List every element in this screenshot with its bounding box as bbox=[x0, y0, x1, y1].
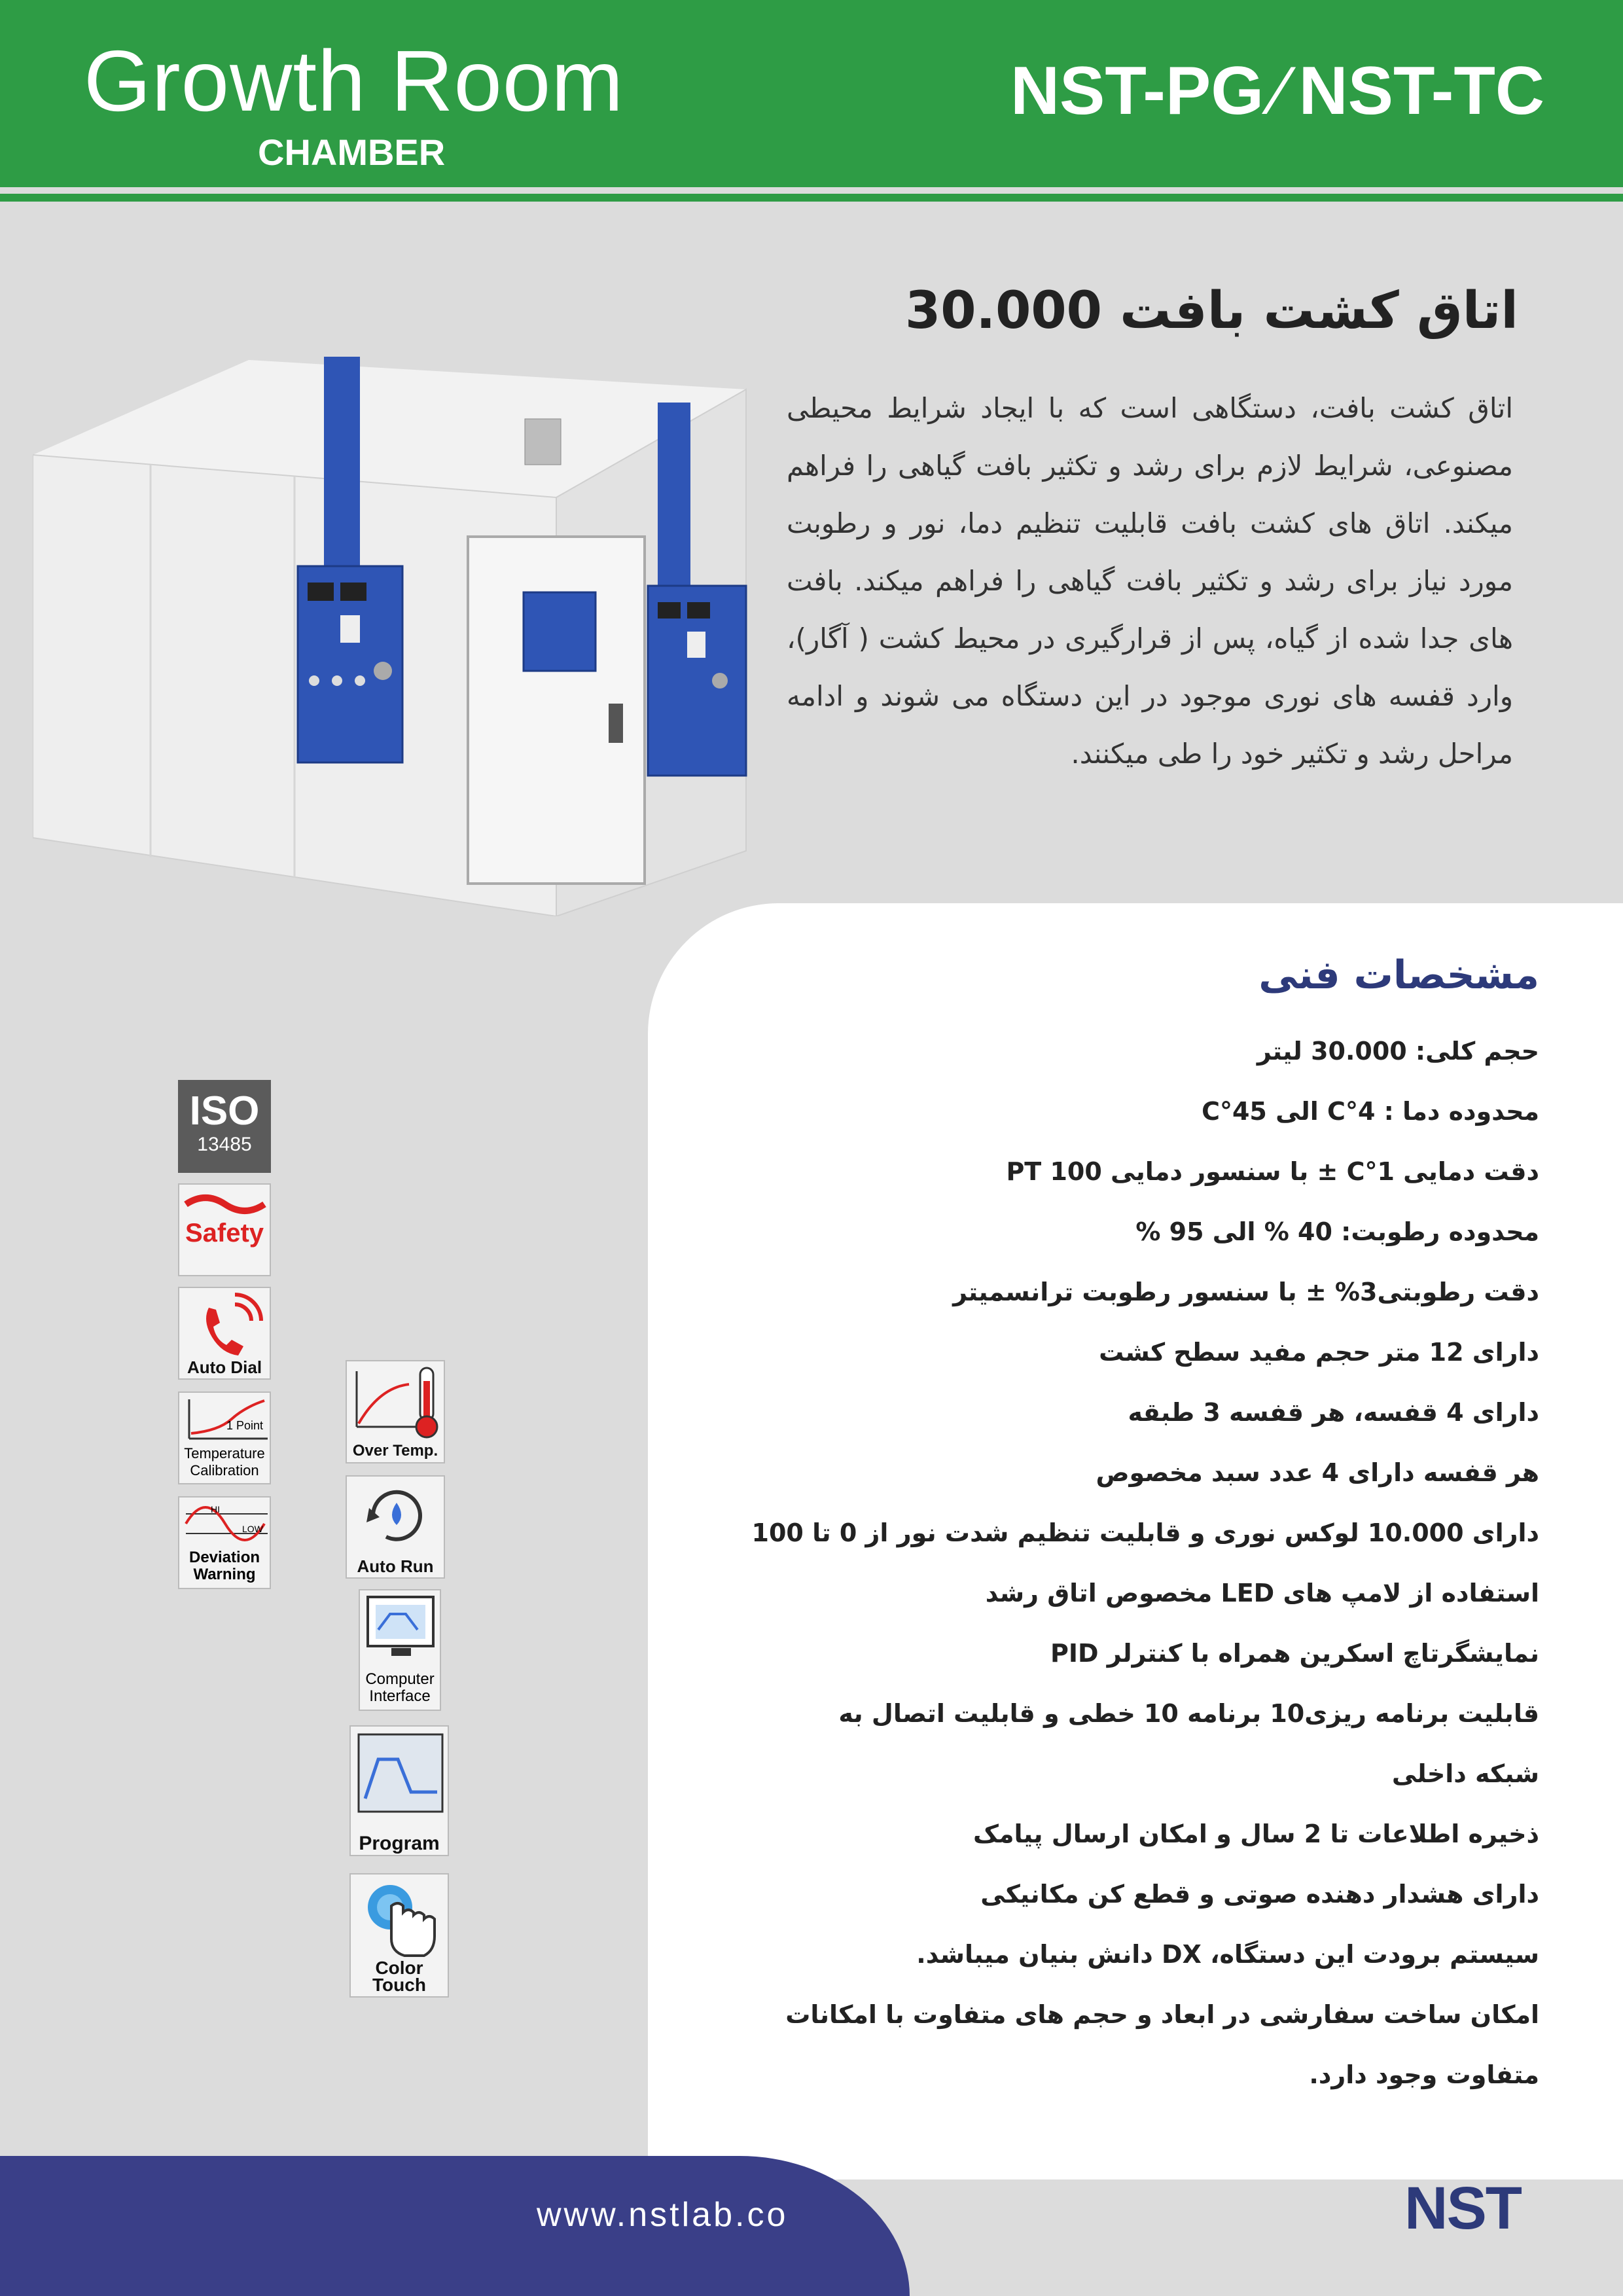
spec-item: هر قفسه دارای 4 عدد سبد مخصوص bbox=[1096, 1458, 1539, 1487]
spec-item: حجم کلی: 30.000 لیتر bbox=[1257, 1037, 1539, 1066]
growth-room-image bbox=[33, 340, 785, 916]
over-temp-label: Over Temp. bbox=[352, 1442, 438, 1460]
computer-label-1: Computer bbox=[365, 1670, 435, 1688]
deviation-label-2: Warning bbox=[193, 1566, 256, 1583]
iso-badge bbox=[178, 1080, 271, 1173]
model-separator: ⁄ bbox=[1275, 53, 1287, 129]
program-chart-icon bbox=[351, 1727, 450, 1825]
spec-title: مشخصات فنی bbox=[1258, 952, 1539, 998]
deviation-label-1: Deviation bbox=[188, 1549, 260, 1566]
phone-icon bbox=[179, 1288, 272, 1360]
vent-icon bbox=[525, 419, 561, 465]
spec-item: استفاده از لامپ های LED مخصوص اتاق رشد bbox=[985, 1579, 1539, 1607]
product-title: Growth Room bbox=[84, 33, 624, 129]
safety-badge bbox=[178, 1183, 271, 1276]
auto-dial-label: Auto Dial bbox=[187, 1357, 262, 1377]
iso-label: ISO bbox=[189, 1088, 260, 1134]
auto-run-icon bbox=[347, 1477, 446, 1555]
color-touch-label: Color Touch bbox=[372, 1958, 426, 1995]
website-link[interactable]: www.nstlab.co bbox=[537, 2196, 789, 2234]
computer-interface-badge bbox=[359, 1589, 441, 1711]
over-temp-badge bbox=[346, 1360, 445, 1463]
auto-run-badge bbox=[346, 1475, 445, 1579]
spec-item: شبکه داخلی bbox=[1391, 1759, 1539, 1788]
spec-item: دقت دمایی 1°C ± با سنسور دمایی PT 100 bbox=[1006, 1157, 1539, 1186]
spec-item: محدوده دما : 4°C الی 45°C bbox=[1202, 1097, 1539, 1126]
model-left: NST-PG bbox=[1010, 53, 1264, 129]
intro-paragraph: اتاق کشت بافت، دستگاهی است که با ایجاد شرایط محیطی مصنوعی، شرایط لازم برای رشد و تکثیر بافت گیاهی را فراهم میکند. اتاق های کشت بافت قابلیت تنظیم دما، نور و رطوبت مورد نیاز برای رشد و تکثیر بافت گیاهی را فراهم میکند. بافت های جدا شده از گیاه، پس از قرارگیری در محیط کشت ( آگار)، وارد قفسه های نوری موجود در این دستگاه می شوند و ادامه مراحل رشد و تکثیر خود را طی میکنند. bbox=[787, 392, 1513, 770]
calibration-point-label: 1 Point bbox=[226, 1419, 263, 1432]
safety-label: Safety bbox=[185, 1219, 264, 1247]
color-touch-badge bbox=[349, 1873, 449, 1998]
program-label: Program bbox=[359, 1833, 440, 1854]
temp-calibration-badge bbox=[178, 1391, 271, 1484]
spec-item: امکان ساخت سفارشی در ابعاد و حجم های متفاوت با امکانات bbox=[785, 2000, 1539, 2029]
spec-item: دارای 10.000 لوکس نوری و قابلیت تنظیم شدت نور از 0 تا 100 bbox=[751, 1518, 1539, 1547]
iso-number: 13485 bbox=[197, 1134, 252, 1155]
spec-item: نمایشگرتاچ اسکرین همراه با کنترلر PID bbox=[1050, 1639, 1539, 1668]
calibration-label-1: Temperature bbox=[184, 1445, 265, 1462]
spec-item: سیستم برودت این دستگاه، DX دانش بنیان میباشد. bbox=[916, 1940, 1539, 1969]
spec-item: دارای 4 قفسه، هر قفسه 3 طبقه bbox=[1128, 1398, 1539, 1427]
spec-item: محدوده رطوبت: 40 % الی 95 % bbox=[1135, 1217, 1539, 1246]
spec-list bbox=[623, 1021, 1539, 2105]
auto-run-label: Auto Run bbox=[357, 1556, 434, 1576]
deviation-warning-badge bbox=[178, 1496, 271, 1589]
spec-item: دارای 12 متر حجم مفید سطح کشت bbox=[1099, 1338, 1539, 1367]
header-divider bbox=[0, 194, 1623, 202]
spec-item: قابلیت برنامه ریزی10 برنامه 10 خطی و قابلیت اتصال به bbox=[838, 1699, 1539, 1728]
nst-logo: NST bbox=[1404, 2175, 1521, 2242]
spec-item: ذخیره اطلاعات تا 2 سال و امکان ارسال پیامک bbox=[973, 1820, 1539, 1848]
auto-dial-badge bbox=[178, 1287, 271, 1380]
computer-icon bbox=[360, 1590, 442, 1669]
model-right: NST-TC bbox=[1298, 53, 1544, 129]
deviation-low: LOW bbox=[242, 1524, 263, 1534]
model-numbers bbox=[1010, 52, 1544, 130]
intro-title: اتاق کشت بافت 30.000 bbox=[904, 281, 1518, 340]
door-handle bbox=[609, 704, 623, 743]
spec-item: دارای هشدار دهنده صوتی و قطع کن مکانیکی bbox=[980, 1880, 1539, 1909]
door-window bbox=[524, 592, 596, 671]
product-subtitle: CHAMBER bbox=[258, 132, 446, 173]
spec-item: متفاوت وجود دارد. bbox=[1309, 2060, 1539, 2089]
duct-left bbox=[324, 357, 360, 583]
duct-right bbox=[658, 403, 690, 605]
calibration-label-2: Calibration bbox=[190, 1462, 259, 1479]
spec-item: دقت رطوبتی3% ± با سنسور رطوبت ترانسمیتر bbox=[953, 1278, 1539, 1306]
thermometer-icon bbox=[347, 1361, 446, 1440]
program-badge bbox=[349, 1725, 449, 1856]
touch-hand-icon bbox=[351, 1874, 450, 1966]
deviation-hi: HI bbox=[211, 1504, 220, 1515]
computer-label-2: Interface bbox=[369, 1687, 431, 1705]
